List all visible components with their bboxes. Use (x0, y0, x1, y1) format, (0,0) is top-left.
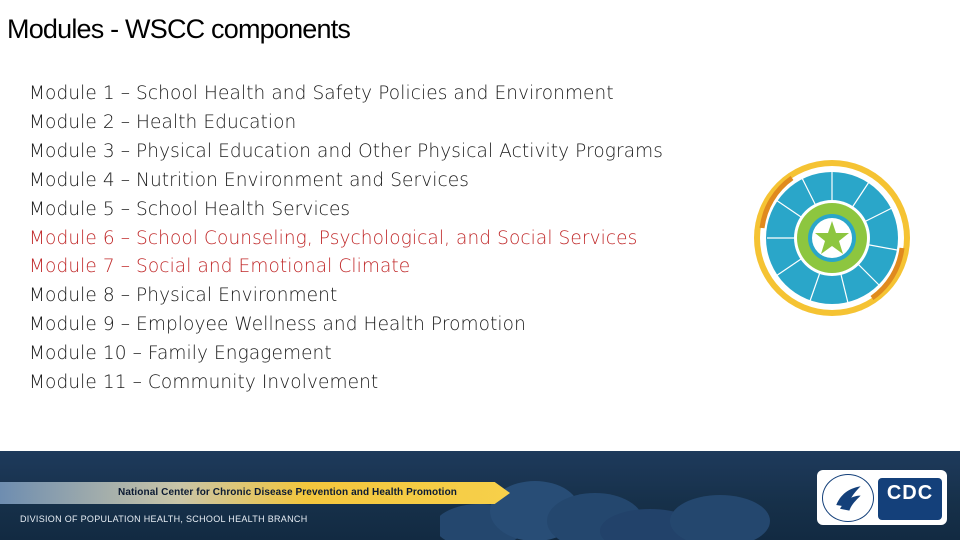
module-item: Module 11 – Community Involvement (29, 372, 379, 394)
slide-title: Modules - WSCC components (7, 14, 351, 44)
module-item: Module 10 – Family Engagement (29, 343, 332, 365)
module-item: Module 9 – Employee Wellness and Health Promotion (29, 314, 526, 336)
module-item: Module 2 – Health Education (29, 111, 297, 133)
module-item: Module 3 – Physical Education and Other Physical Activity Programs (29, 140, 664, 162)
cdc-logo-text: CDC (886, 482, 934, 504)
hhs-eagle-icon (822, 474, 874, 522)
module-item: Module 8 – Physical Environment (29, 285, 338, 307)
module-item-highlighted: Module 7 – Social and Emotional Climate (29, 256, 411, 278)
module-item: Module 5 – School Health Services (29, 198, 351, 220)
wscc-model-graphic (752, 158, 912, 318)
module-item: Module 4 – Nutrition Environment and Services (29, 169, 470, 191)
module-list (29, 80, 663, 398)
division-text: DIVISION OF POPULATION HEALTH, SCHOOL HEALTH BRANCH (20, 514, 308, 524)
module-item-highlighted: Module 6 – School Counseling, Psychological, and Social Services (29, 227, 638, 249)
module-item: Module 1 – School Health and Safety Policies and Environment (29, 83, 614, 104)
banner-text: National Center for Chronic Disease Prevention and Health Promotion (118, 487, 457, 498)
